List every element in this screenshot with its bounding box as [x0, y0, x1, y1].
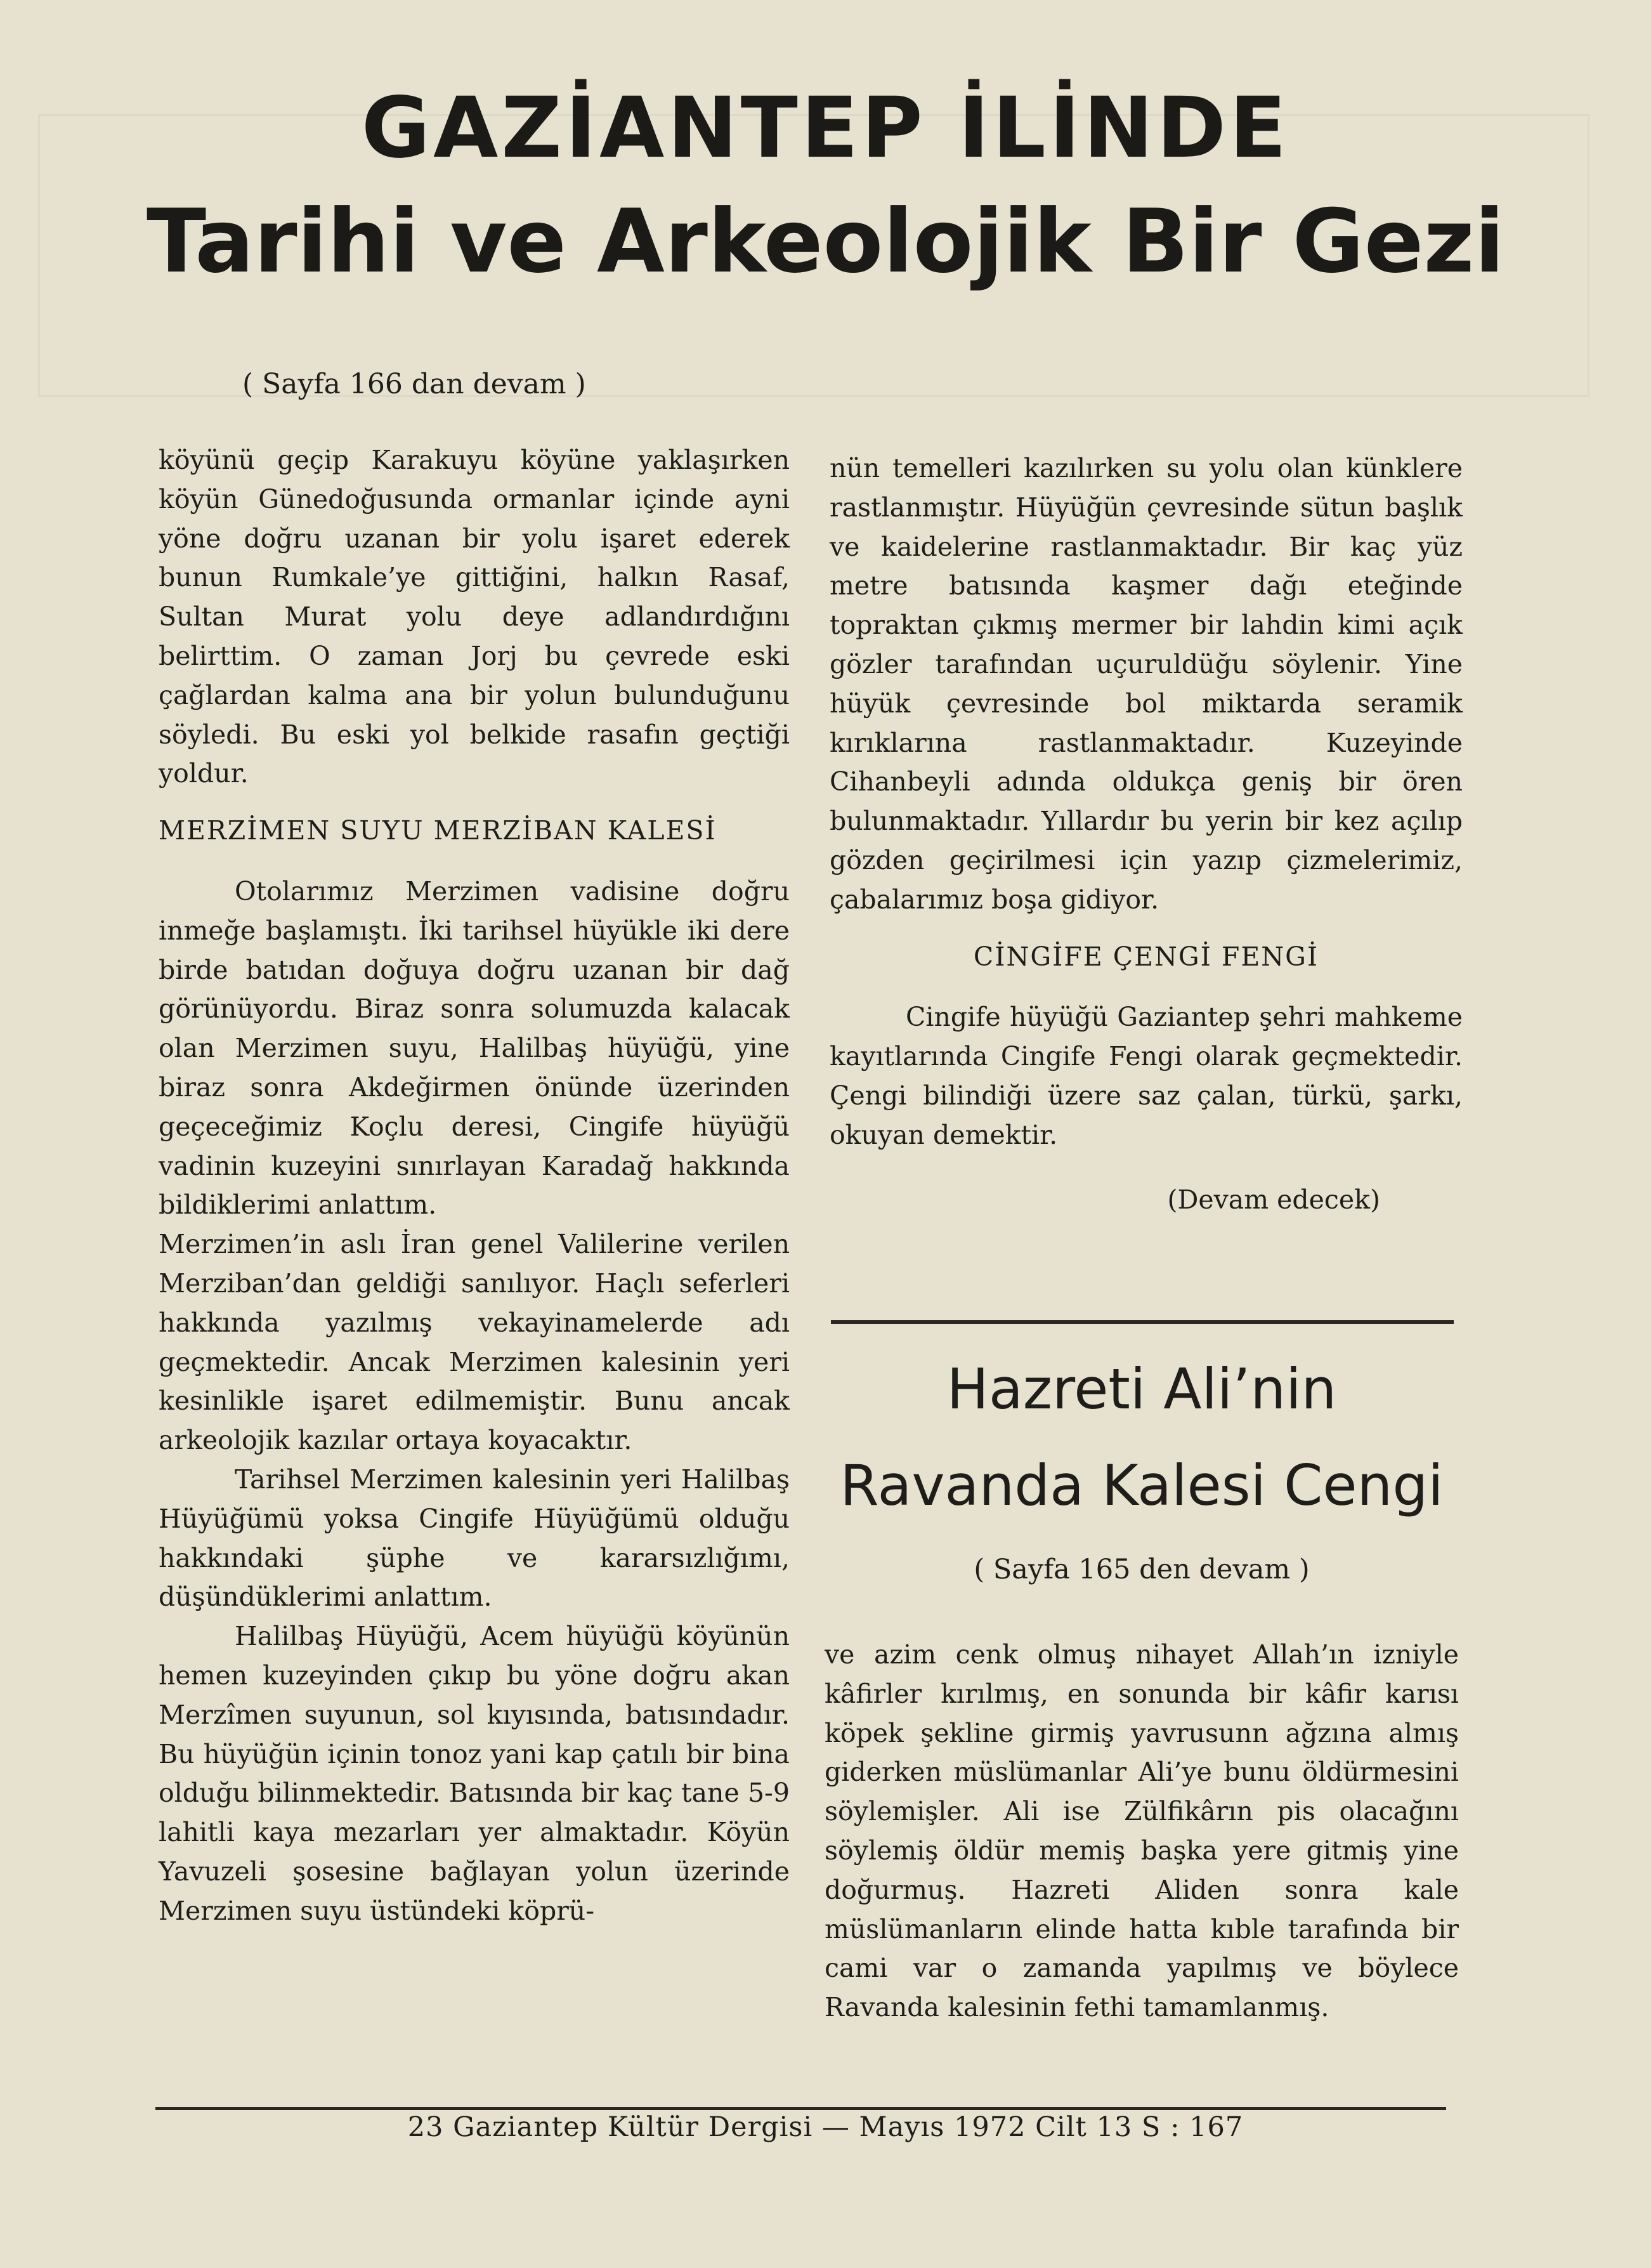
second-article-body — [825, 1635, 1459, 2028]
paragraph: köyünü geçip Karakuyu köyüne yaklaşırken köyün Günedoğusunda ormanlar içinde ayni yöne doğru uzanan bir yolu işaret ederek bunun Rumkale’ye gittiğini, halkın Rasaf, Sultan Murat yolu deye adlandırdığını belirttim. O zaman Jorj bu çevrede eski çağlardan kalma ana bir yolun bulunduğunu söyledi. Bu eski yol belkide rasafın geçtiği yoldur. — [159, 445, 790, 789]
footer-divider — [155, 2107, 1446, 2110]
paragraph: ve azim cenk olmuş nihayet Allah’ın izniyle kâfirler kırılmış, en sonunda bir kâfir karısı köpek şekline girmiş yavrusunn ağzına almış giderken müslümanlar Ali’ye bunu öldürmesini söylemişler. Ali ise Zülfikârın pis olacağını söylemiş öldür memiş başka yere gitmiş yine doğurmuş. Hazreti Aliden sonra kale müslümanların elinde hatta kıble tarafında bir cami var o zamanda yapılmış ve böylece Ravanda kalesinin fethi tamamlanmış. — [825, 1639, 1459, 2023]
left-column — [159, 441, 790, 1930]
article-divider — [831, 1320, 1454, 1324]
section-heading: MERZİMEN SUYU MERZİBAN KALESİ — [159, 815, 717, 846]
page-subtitle: Tarihi ve Arkeolojik Bir Gezi — [147, 190, 1504, 292]
paragraph: Cingife hüyüğü Gaziantep şehri mahkeme kayıtlarında Cingife Fengi olarak geçmektedir. Çengi bilindiği üzere saz çalan, türkü, şarkı, okuyan demektir. — [830, 1002, 1463, 1150]
continuation-note: ( Sayfa 166 dan devam ) — [242, 368, 586, 400]
page-footer: 23 Gaziantep Kültür Dergisi — Mayıs 1972 Cilt 13 S : 167 — [407, 2111, 1244, 2143]
paragraph: Merzimen’in aslı İran genel Valilerine verilen Merziban’dan geldiği sanılıyor. Haçlı seferleri hakkında yazılmış vekayinamelerde adı geçmektedir. Ancak Merzimen kalesinin yeri kesinlikle işaret edilmemiştir. Bunu ancak arkeolojik kazılar ortaya koyacaktır. — [159, 1229, 790, 1456]
paragraph: nün temelleri kazılırken su yolu olan künklere rastlanmıştır. Hüyüğün çevresinde sütun başlık ve kaidelerine rastlanmaktadır. Bir kaç yüz metre batısında kaşmer dağı eteğinde topraktan çıkmış mermer bir lahdin kimi açık gözler tarafından uçuruldüğu söylenir. Yine hüyük çevresinde bol miktarda seramik kırıklarına rastlanmaktadır. Kuzeyinde Cihanbeyli adında oldukça geniş bir ören bulunmaktadır. Yıllardır bu yerin bir kez açılıp gözden geçirilmesi için yazıp çizmelerimiz, çabalarımız boşa gidiyor. — [830, 453, 1463, 915]
section-heading: CİNGİFE ÇENGİ FENGİ — [973, 941, 1319, 972]
continuation-note: ( Sayfa 165 den devam ) — [974, 1554, 1310, 1585]
paragraph: Tarihsel Merzimen kalesinin yeri Halilbaş Hüyüğümü yoksa Cingife Hüyüğümü olduğu hakkındaki şüphe ve kararsızlığımı, düşündüklerimi anlattım. — [159, 1464, 790, 1613]
paragraph: Halilbaş Hüyüğü, Acem hüyüğü köyünün hemen kuzeyinden çıkıp bu yöne doğru akan Merzîmen suyunun, sol kıyısında, batısındadır. Bu hüyüğün içinin tonoz yani kap çatılı bir bina olduğu bilinmektedir. Batısında bir kaç tane 5-9 lahitli kaya mezarları yer almaktadır. Köyün Yavuzeli şosesine bağlayan yolun üzerinde Merzimen suyu üstündeki köprü- — [159, 1621, 790, 1926]
right-column — [830, 449, 1463, 1219]
to-be-continued-note: (Devam edecek) — [1167, 1184, 1380, 1215]
article-title-line-1: Hazreti Ali’nin — [946, 1356, 1337, 1422]
article-title-line-2: Ravanda Kalesi Cengi — [840, 1453, 1444, 1518]
paragraph: Otolarımız Merzimen vadisine doğru inmeğe başlamıştı. İki tarihsel hüyükle iki dere birde batıdan doğuya doğru uzanan bir dağ görünüyordu. Biraz sonra solumuzda kalacak olan Merzimen suyu, Halilbaş hüyüğü, yine biraz sonra Akdeğirmen önünde üzerinden geçeceğimiz Koçlu deresi, Cingife hüyüğü vadinin kuzeyini sınırlayan Karadağ hakkında bildiklerimi anlattım. — [159, 875, 790, 1221]
page-title: GAZİANTEP İLİNDE — [361, 79, 1290, 177]
